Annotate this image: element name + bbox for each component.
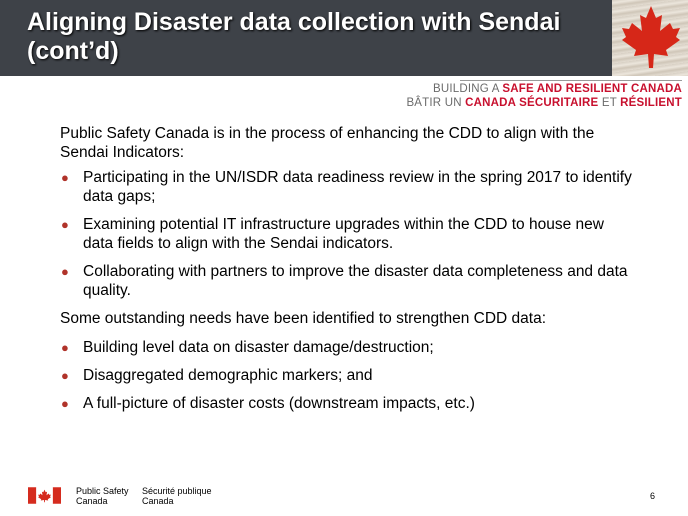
slide-body: [60, 124, 635, 422]
footer-department-fr: Sécurité publique Canada: [142, 486, 212, 506]
bullet-dot-icon: ●: [61, 217, 69, 232]
list-item: ● A full-picture of disaster costs (downstream impacts, etc.): [61, 395, 475, 412]
bullet-list-1: [60, 168, 635, 300]
bullet-dot-icon: ●: [61, 368, 69, 383]
list-item: ● Participating in the UN/ISDR data readiness review in the spring 2017 to identify data gaps;: [61, 169, 632, 205]
tagline-divider: [460, 80, 682, 81]
bullet-list-2: [60, 338, 635, 413]
second-paragraph: Some outstanding needs have been identified to strengthen CDD data:: [60, 310, 546, 327]
list-item: ● Examining potential IT infrastructure upgrades within the CDD to house new data fields to align with the Sendai indicators.: [61, 216, 604, 252]
tagline-fr: BÂTIR UN CANADA SÉCURITAIRE ET RÉSILIENT: [406, 97, 682, 109]
canada-flag-icon: [28, 487, 61, 504]
bullet-dot-icon: ●: [61, 340, 69, 355]
slide-title: Aligning Disaster data collection with Sendai (cont’d): [27, 8, 561, 65]
bullet-dot-icon: ●: [61, 396, 69, 411]
tagline: [406, 80, 682, 110]
bullet-dot-icon: ●: [61, 264, 69, 279]
title-bar: [0, 0, 612, 76]
intro-paragraph: Public Safety Canada is in the process of enhancing the CDD to align with the Sendai Indicators:: [60, 125, 595, 161]
list-item: ● Building level data on disaster damage/destruction;: [61, 339, 434, 356]
list-item: ● Disaggregated demographic markers; and: [61, 367, 373, 384]
footer-department-en: Public Safety Canada: [76, 486, 129, 506]
bullet-dot-icon: ●: [61, 170, 69, 185]
tagline-en: BUILDING A SAFE AND RESILIENT CANADA: [433, 83, 682, 95]
list-item: ● Collaborating with partners to improve the disaster data completeness and data quality.: [61, 263, 628, 299]
maple-leaf-icon: [620, 4, 682, 70]
header-image: [612, 0, 688, 76]
page-number: 6: [650, 491, 656, 501]
